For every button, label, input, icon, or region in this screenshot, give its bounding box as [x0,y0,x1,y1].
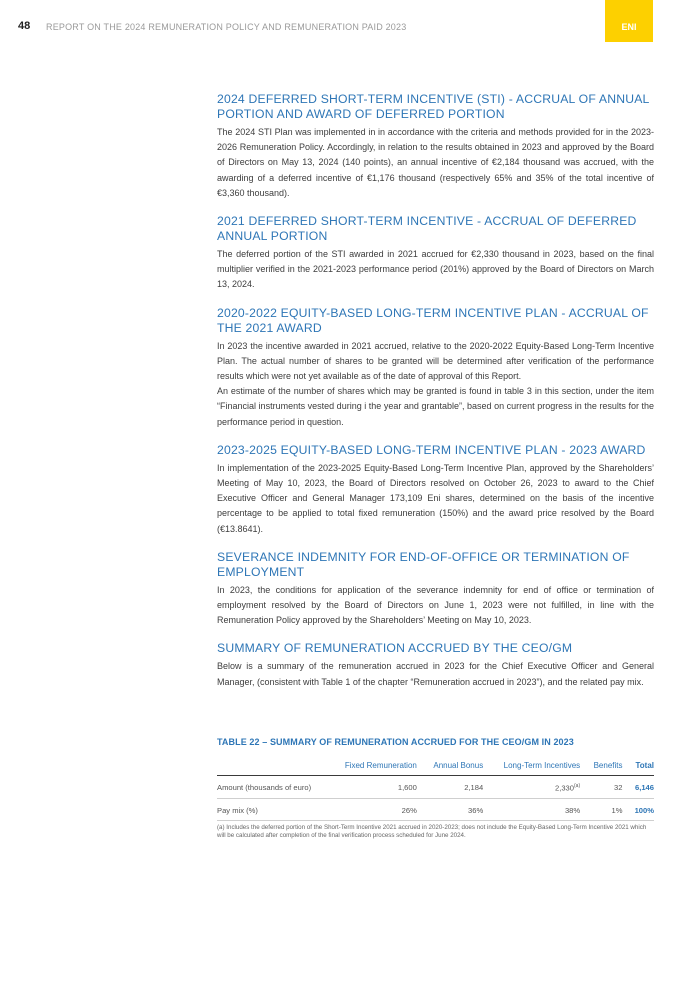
cell-total: 100% [622,798,654,820]
section-summary [217,641,654,689]
section-heading: 2021 DEFERRED SHORT-TERM INCENTIVE - ACCRUAL OF DEFERRED ANNUAL PORTION [217,214,637,244]
remuneration-table-block [217,737,654,840]
section-lti-2020-2022 [217,306,654,430]
cell-lti [483,776,580,799]
row-label: Amount (thousands of euro) [217,776,325,799]
report-title: REPORT ON THE 2024 REMUNERATION POLICY AND REMUNERATION PAID 2023 [46,22,407,32]
footnote-marker: (a) [574,783,581,789]
cell-fixed: 1,600 [325,776,417,799]
section-heading: 2023-2025 EQUITY-BASED LONG-TERM INCENTIVE PLAN - 2023 AWARD [217,442,646,457]
cell-benefits: 1% [580,798,622,820]
section-heading: SUMMARY OF REMUNERATION ACCRUED BY THE CEO/GM [217,641,573,656]
table-row [217,776,654,799]
remuneration-table [217,761,654,821]
section-lti-2023-2025 [217,443,654,537]
section-paragraph: Below is a summary of the remuneration accrued in 2023 for the Chief Executive Officer and General Manager, (consistent with Table 1 of the chapter “Remuneration accrued in 2023”), and the related pay mix. [217,661,654,687]
section-sti-2024 [217,92,654,201]
table-title: TABLE 22 – SUMMARY OF REMUNERATION ACCRUED FOR THE CEO/GM IN 2023 [217,737,574,747]
table-header-row [217,761,654,776]
column-header: Annual Bonus [433,761,484,770]
section-heading: 2024 DEFERRED SHORT-TERM INCENTIVE (STI) - ACCRUAL OF ANNUAL PORTION AND AWARD OF DEFERRED PORTION [217,92,650,121]
cell-lti-value: 2,330 [555,783,575,793]
cell-fixed: 26% [325,798,417,820]
brand-tab: ENI [605,0,653,42]
section-paragraph: An estimate of the number of shares which may be granted is found in table 3 in this section, under the item “Financial instruments vested during i the year and grantable”, based on current progress in the results for the performance period in question. [217,386,654,427]
column-header: Long-Term Incentives [503,761,581,770]
section-paragraph: The deferred portion of the STI awarded in 2021 accrued for €2,330 thousand in 2023, based on the final multiplier verified in the 2021-2023 performance period (201%) approved by the Board of Directors on March 13, 2024. [217,249,654,290]
page-number: 48 [18,20,31,32]
table-row [217,798,654,820]
cell-lti: 38% [483,798,580,820]
table-footnote: (a) Includes the deferred portion of the Short-Term Incentive 2021 accrued in 2020-2023; does not include the Equity-Based Long-Term Incentive 2021 which will be calculated after completion of the final verification process scheduled for June 2024. [217,823,647,839]
section-paragraph: In 2023, the conditions for application of the severance indemnity for end of office or termination of employment resolved by the Board of Directors on June 1, 2023 were not fulfilled, in line with the Remuneration Policy approved by the Shareholders’ Meeting on May 10, 2023. [217,584,654,626]
section-paragraph: In 2023 the incentive awarded in 2021 accrued, relative to the 2020-2022 Equity-Based Long-Term Incentive Plan. The actual number of shares to be granted will be determined after verification of the performance results which were not yet available as of the date of approval of this Report. [217,340,654,382]
cell-bonus: 2,184 [417,776,483,799]
section-sti-2021 [217,214,654,293]
row-label: Pay mix (%) [217,798,325,820]
section-paragraph: In implementation of the 2023-2025 Equity-Based Long-Term Incentive Plan, approved by the Shareholders’ Meeting of May 10, 2023, the Board of Directors resolved on October 26, 2023 to award to the Chief Executive Officer and General Manager 173,109 Eni shares, determined on the basis of the incentive percentage to be applied to total fixed remuneration (150%) and the award price resolved by the Board (€13.8641). [217,462,654,534]
section-heading: SEVERANCE INDEMNITY FOR END-OF-OFFICE OR TERMINATION OF EMPLOYMENT [217,549,630,579]
page-header [0,0,700,42]
section-heading: 2020-2022 EQUITY-BASED LONG-TERM INCENTIVE PLAN - ACCRUAL OF THE 2021 AWARD [217,305,649,335]
column-header-total: Total [635,761,654,770]
column-header: Benefits [593,761,623,770]
column-header: Fixed Remuneration [344,761,417,770]
cell-benefits: 32 [580,776,622,799]
section-paragraph: The 2024 STI Plan was implemented in in accordance with the criteria and methods provided for in the 2023-2026 Remuneration Policy. Accordingly, in relation to the results obtained in 2023 and approved by the Board of Directors on May 13, 2024 (140 points), an annual incentive of €2,184 thousand was accrued, with the awarding of a deferred incentive of €1,176 thousand (respectively 65% and 35% of the total incentive of €3,360 thousand). [217,127,654,198]
cell-bonus: 36% [417,798,483,820]
main-content [217,92,654,703]
section-severance [217,550,654,629]
cell-total: 6,146 [622,776,654,799]
column-header [217,761,325,776]
